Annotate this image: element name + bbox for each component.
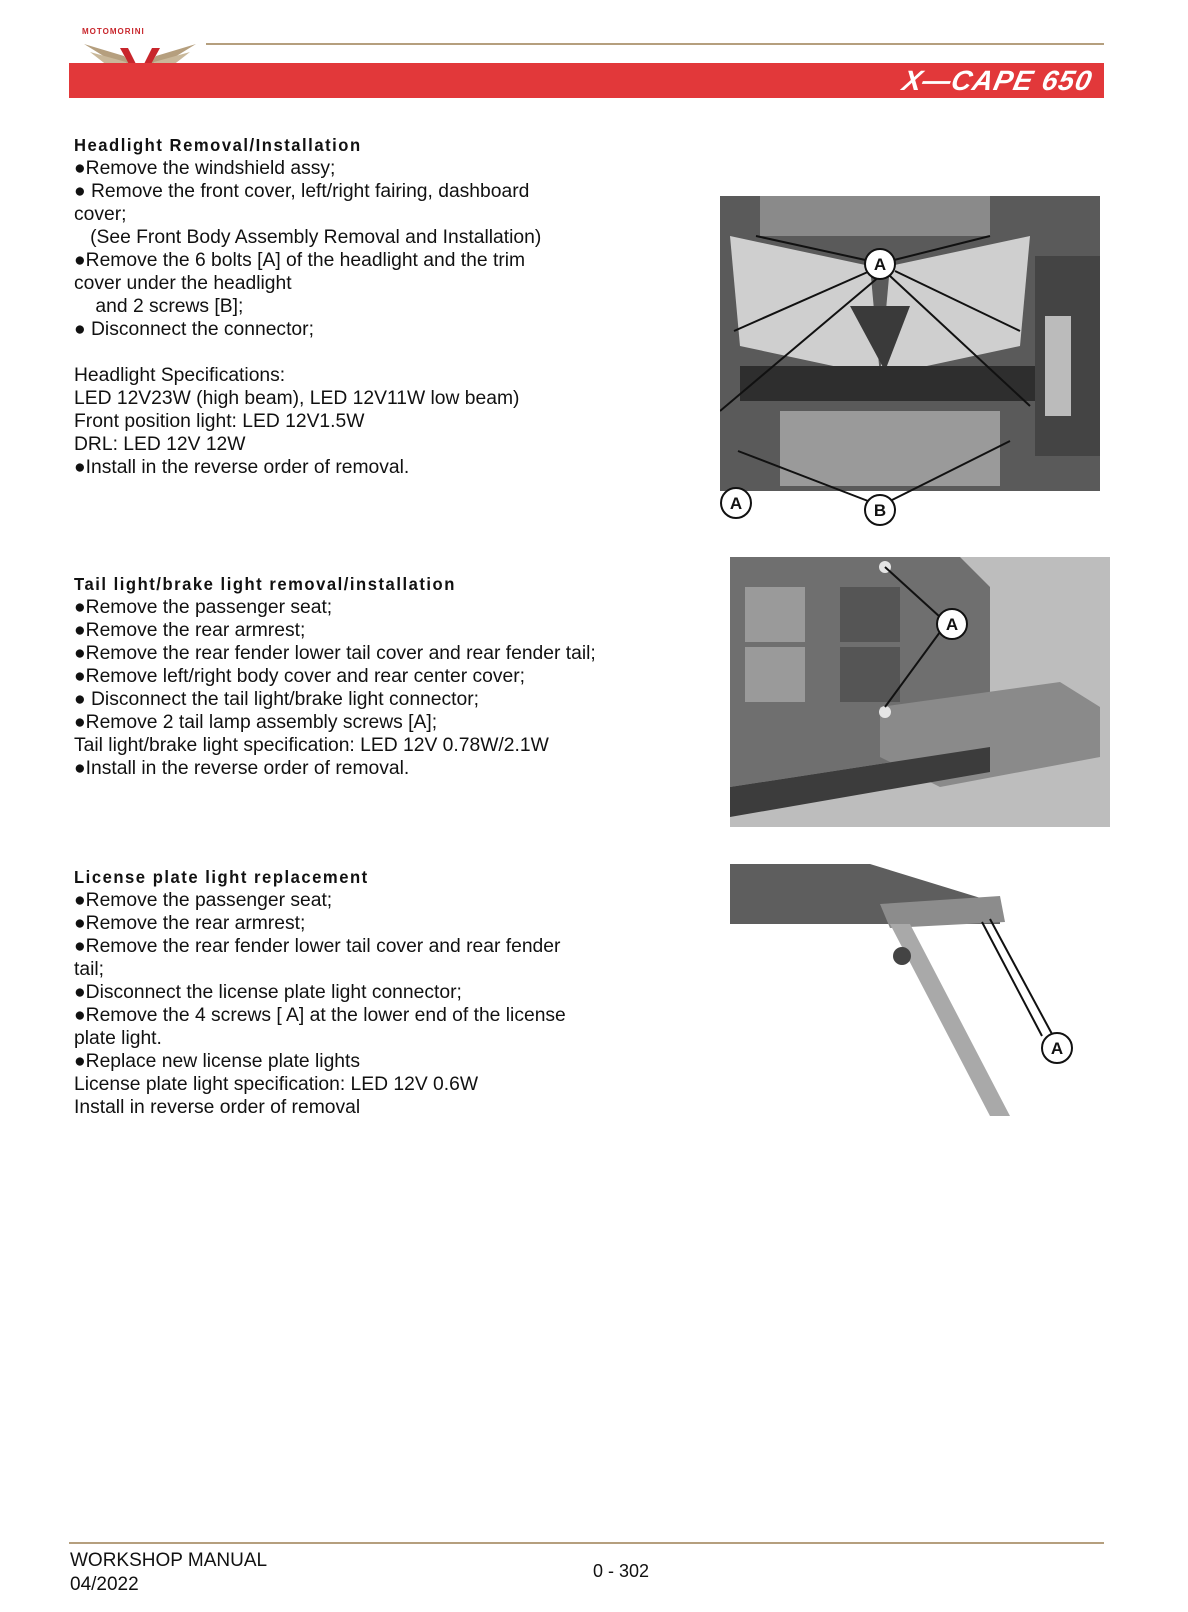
- spec-line: Front position light: LED 12V1.5W: [74, 411, 365, 432]
- instruction-line: ●Remove left/right body cover and rear center cover;: [74, 666, 526, 687]
- instruction-line: ●Remove the passenger seat;: [74, 890, 333, 911]
- footer-title: WORKSHOP MANUAL: [70, 1550, 268, 1571]
- callout-label: A: [945, 615, 959, 634]
- instruction-line: ● Disconnect the connector;: [74, 319, 314, 340]
- callout-label: B: [873, 501, 887, 520]
- instruction-line: and 2 screws [B];: [74, 296, 244, 317]
- header-band: [69, 63, 1104, 98]
- brand-wordmark: MOTOMORINI: [82, 27, 145, 36]
- spec-line: Headlight Specifications:: [74, 365, 286, 386]
- instruction-line: ●Remove the passenger seat;: [74, 597, 333, 618]
- spec-line: Tail light/brake light specification: LED 12V 0.78W/2.1W: [74, 735, 549, 756]
- callout-label: A: [729, 494, 743, 513]
- section-headlight: [74, 134, 674, 479]
- footer-info: [70, 1549, 267, 1597]
- instruction-line: ●Remove the rear armrest;: [74, 620, 306, 641]
- instruction-line: ●Remove the windshield assy;: [74, 158, 336, 179]
- instruction-line: (See Front Body Assembly Removal and Installation): [74, 227, 542, 248]
- instruction-line: cover;: [74, 204, 127, 225]
- footer-rule: [69, 1542, 1104, 1544]
- instruction-line: cover under the headlight: [74, 273, 292, 294]
- spec-line: LED 12V23W (high beam), LED 12V11W low beam): [74, 388, 520, 409]
- instruction-line: ●Remove the 4 screws [ A] at the lower end of the license: [74, 1005, 566, 1026]
- section-heading: Tail light/brake light removal/installation: [74, 574, 456, 594]
- instruction-line: ●Remove 2 tail lamp assembly screws [A];: [74, 712, 438, 733]
- spec-line: DRL: LED 12V 12W: [74, 434, 246, 455]
- callout-label: A: [873, 255, 887, 274]
- taillight-figure: [730, 557, 1110, 837]
- callout-label: A: [1050, 1039, 1064, 1058]
- instruction-line: Install in reverse order of removal: [74, 1097, 361, 1118]
- instruction-line: plate light.: [74, 1028, 162, 1049]
- section-heading: License plate light replacement: [74, 867, 369, 887]
- license-plate-figure: [730, 864, 1090, 1124]
- instruction-line: ●Remove the rear fender lower tail cover and rear fender tail;: [74, 643, 596, 664]
- instruction-line: ● Disconnect the tail light/brake light connector;: [74, 689, 479, 710]
- header-rule: [206, 43, 1104, 45]
- instruction-line: ●Remove the rear fender lower tail cover and rear fender: [74, 936, 561, 957]
- blank-line: [74, 341, 674, 364]
- instruction-line: ●Disconnect the license plate light connector;: [74, 982, 462, 1003]
- instruction-line: ●Install in the reverse order of removal.: [74, 457, 410, 478]
- instruction-line: ●Install in the reverse order of removal.: [74, 758, 410, 779]
- instruction-line: ●Remove the rear armrest;: [74, 913, 306, 934]
- headlight-figure: [720, 196, 1100, 536]
- instruction-line: ● Remove the front cover, left/right fairing, dashboard: [74, 181, 530, 202]
- instruction-line: tail;: [74, 959, 105, 980]
- section-heading: Headlight Removal/Installation: [74, 135, 362, 155]
- section-taillight: [74, 573, 674, 780]
- instruction-line: ●Remove the 6 bolts [A] of the headlight and the trim: [74, 250, 526, 271]
- section-license-plate: [74, 866, 674, 1119]
- model-name: X—CAPE 650: [899, 65, 1096, 96]
- page-number: 0 - 302: [593, 1561, 650, 1581]
- footer-date: 04/2022: [70, 1574, 139, 1595]
- instruction-line: ●Replace new license plate lights: [74, 1051, 361, 1072]
- spec-line: License plate light specification: LED 12V 0.6W: [74, 1074, 479, 1095]
